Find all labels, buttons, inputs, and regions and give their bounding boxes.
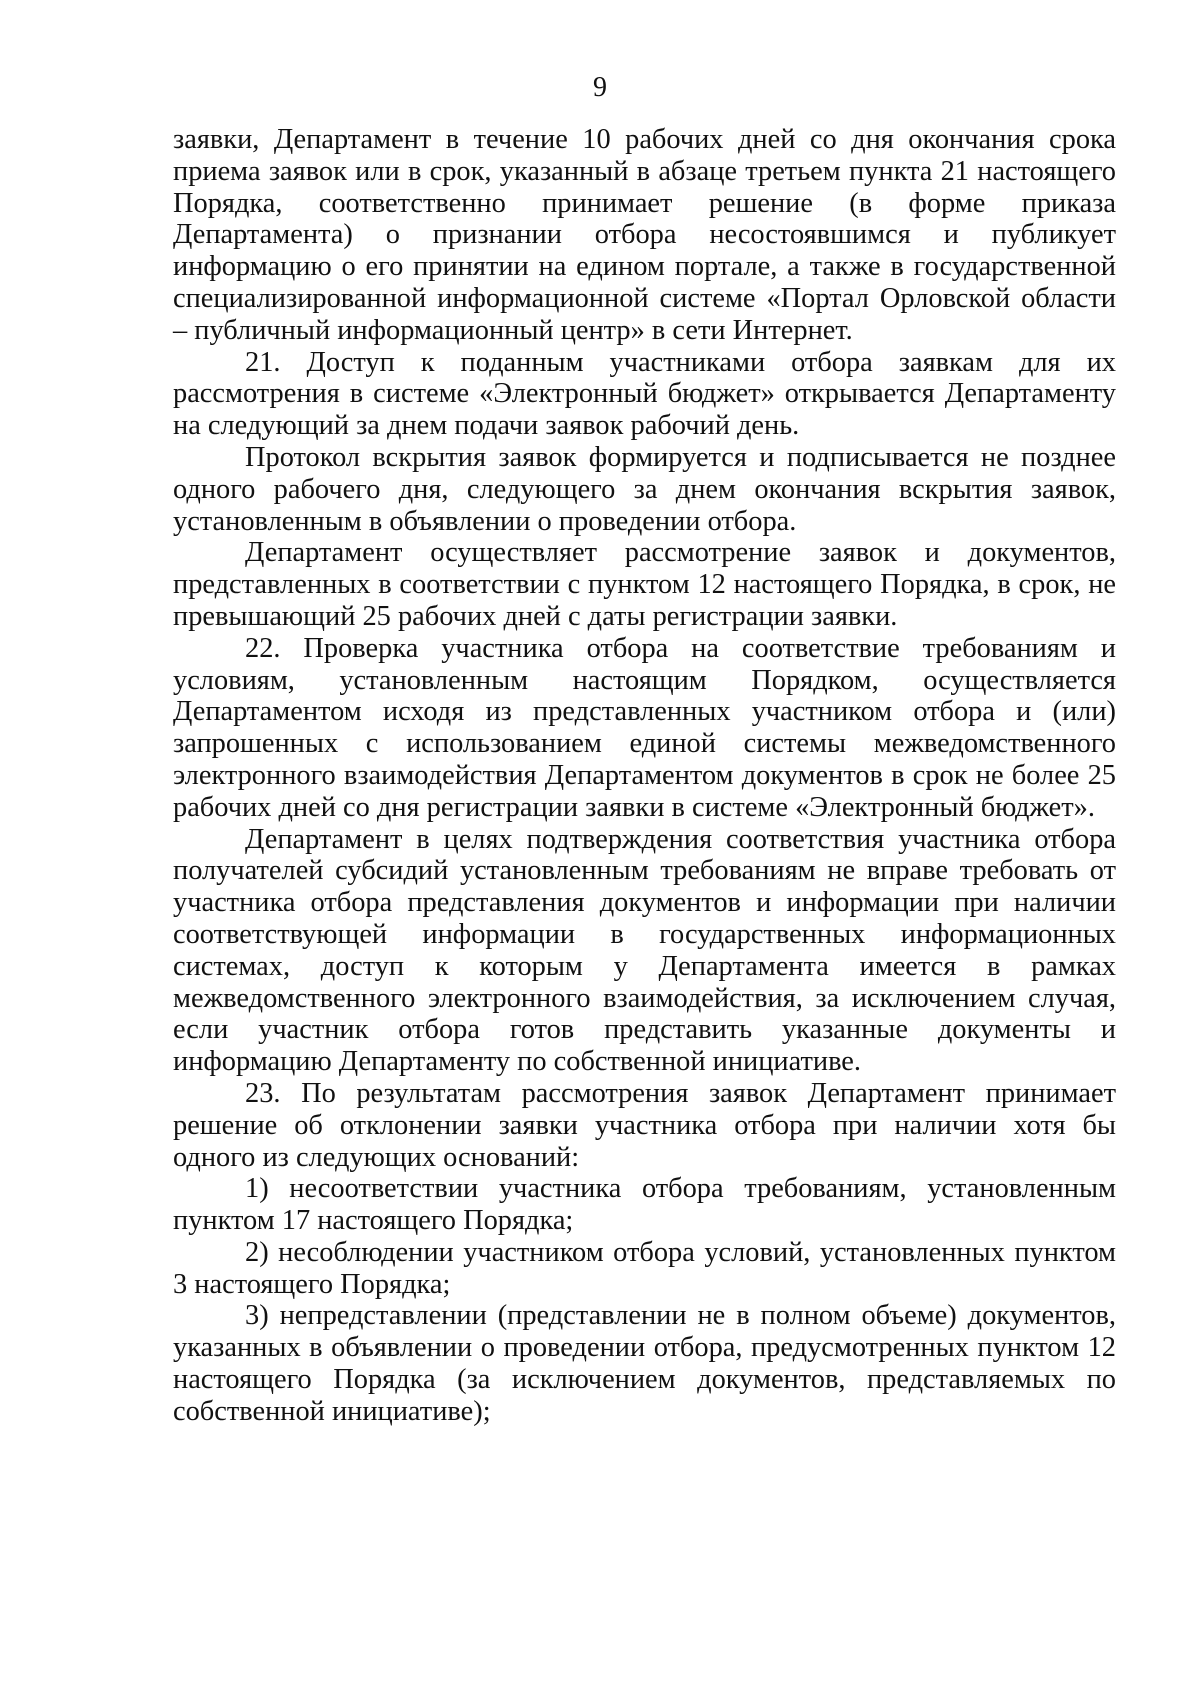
paragraph-item-23: 23. По результатам рассмотрения заявок Департамент принимает решение об отклонении заявки участника отбора при наличии хотя бы одного из следующих оснований: [173, 1077, 1116, 1173]
paragraph-reason-2: 2) несоблюдении участником отбора условий, установленных пунктом 3 настоящего Порядка; [173, 1236, 1116, 1300]
paragraph-item-21: 21. Доступ к поданным участниками отбора заявкам для их рассмотрения в системе «Электронный бюджет» открывается Департаменту на следующий за днем подачи заявок рабочий день. [173, 346, 1116, 442]
page-number: 9 [593, 72, 607, 103]
paragraph-continuation: заявки, Департамент в течение 10 рабочих дней со дня окончания срока приема заявок или в срок, указанный в абзаце третьем пункта 21 настоящего Порядка, соответственно принимает решение (в форме приказа Департамента) о признании отбора несостоявшимся и публикует информацию о его принятии на едином портале, а также в государственной специализированной информационной системе «Портал Орловской области – публичный информационный центр» в сети Интернет. [173, 124, 1116, 346]
paragraph-reason-3: 3) непредставлении (представлении не в полном объеме) документов, указанных в объявлении о проведении отбора, предусмотренных пунктом 12 настоящего Порядка (за исключением документов, представляемых по собственной инициативе); [173, 1300, 1116, 1427]
paragraph-documents-request: Департамент в целях подтверждения соответствия участника отбора получателей субсидий установленным требованиям не вправе требовать от участника отбора представления документов и информации при наличии соответствующей информации в государственных информационных системах, доступ к которым у Департамента имеется в рамках межведомственного электронного взаимодействия, за исключением случая, если участник отбора готов представить указанные документы и информацию Департаменту по собственной инициативе. [173, 823, 1116, 1078]
paragraph-reason-1: 1) несоответствии участника отбора требованиям, установленным пунктом 17 настоящего Порядка; [173, 1173, 1116, 1237]
document-body [173, 124, 1116, 1428]
paragraph-review-term: Департамент осуществляет рассмотрение заявок и документов, представленных в соответствии с пунктом 12 настоящего Порядка, в срок, не превышающий 25 рабочих дней с даты регистрации заявки. [173, 537, 1116, 632]
paragraph-opening-protocol: Протокол вскрытия заявок формируется и подписывается не позднее одного рабочего дня, следующего за днем окончания вскрытия заявок, установленным в объявлении о проведении отбора. [173, 441, 1116, 537]
paragraph-item-22: 22. Проверка участника отбора на соответствие требованиям и условиям, установленным настоящим Порядком, осуществляется Департаментом исходя из представленных участником отбора и (или) запрошенных с использованием единой системы межведомственного электронного взаимодействия Департаментом документов в срок не более 25 рабочих дней со дня регистрации заявки в системе «Электронный бюджет». [173, 632, 1116, 823]
